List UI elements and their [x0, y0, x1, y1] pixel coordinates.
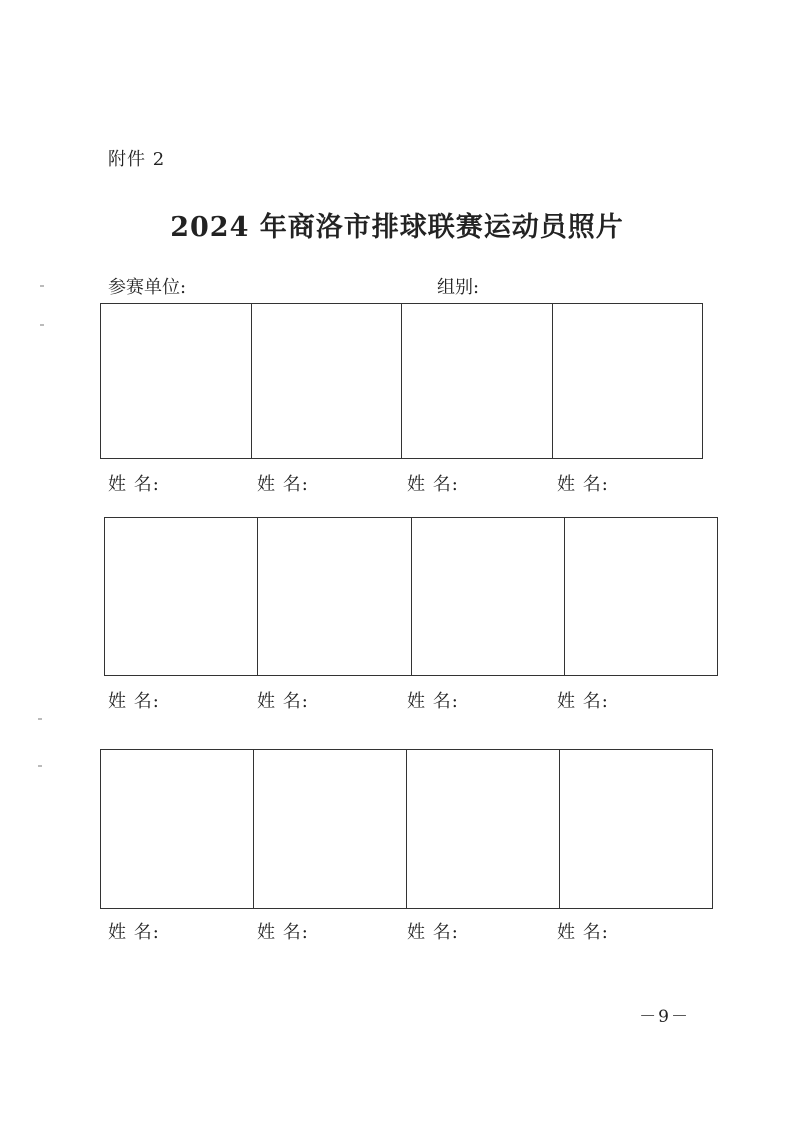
name-label: 姓 名: — [108, 691, 160, 712]
group-label: 组别: — [437, 277, 480, 298]
name-label: 姓 名: — [557, 691, 609, 712]
scan-speck — [40, 324, 44, 326]
page-title: 2024 年商洛市排球联赛运动员照片 — [170, 212, 624, 243]
photo-box — [559, 750, 712, 908]
name-label: 姓 名: — [257, 922, 309, 943]
photo-box — [105, 518, 257, 675]
name-label: 姓 名: — [557, 474, 609, 495]
photo-box — [101, 304, 251, 458]
photo-box — [101, 750, 253, 908]
photo-box — [257, 518, 410, 675]
name-label: 姓 名: — [407, 474, 459, 495]
scan-speck — [38, 718, 42, 720]
photo-box — [406, 750, 559, 908]
name-label: 姓 名: — [108, 474, 160, 495]
photo-box — [253, 750, 406, 908]
photo-grid-row-1 — [100, 303, 703, 459]
name-label: 姓 名: — [407, 922, 459, 943]
photo-grid-row-3 — [100, 749, 713, 909]
name-label: 姓 名: — [407, 691, 459, 712]
photo-box — [564, 518, 717, 675]
photo-box — [411, 518, 564, 675]
photo-grid-row-2 — [104, 517, 718, 676]
unit-label: 参赛单位: — [108, 277, 187, 298]
scan-speck — [38, 765, 42, 767]
name-label: 姓 名: — [257, 691, 309, 712]
attachment-label: 附件 2 — [108, 149, 166, 170]
photo-box — [401, 304, 552, 458]
scan-speck — [40, 285, 44, 287]
page-number: －9－ — [639, 1007, 690, 1027]
photo-box — [552, 304, 703, 458]
photo-box — [251, 304, 402, 458]
name-label: 姓 名: — [257, 474, 309, 495]
name-label: 姓 名: — [557, 922, 609, 943]
name-label: 姓 名: — [108, 922, 160, 943]
